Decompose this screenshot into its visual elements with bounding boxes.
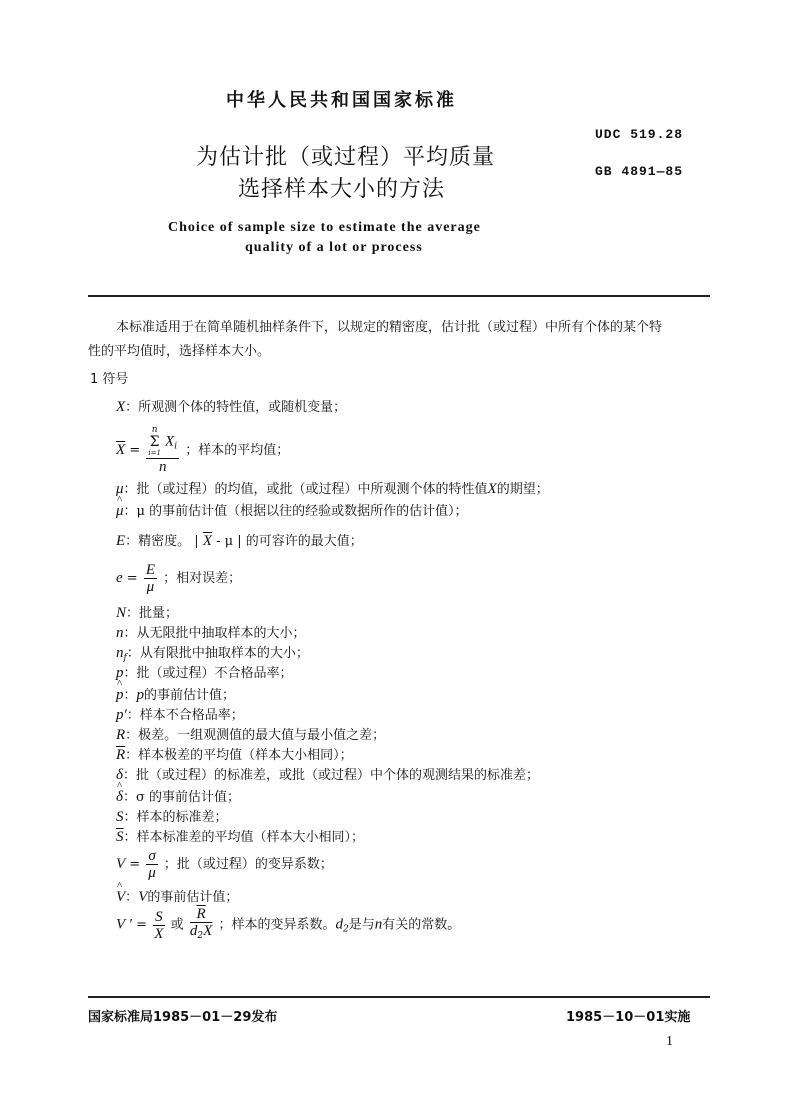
section-1-heading: 1 符号	[90, 372, 129, 387]
title-line-1: 为估计批（或过程）平均质量	[196, 145, 496, 170]
title-line-2: 选择样本大小的方法	[238, 177, 446, 202]
footer-divider	[88, 996, 710, 998]
symbol-v-hat: ^ V：V的事前估计值；	[116, 886, 238, 906]
symbol-v: V = $\frac{\sigma}{\mu}$ ；批（或过程）的变异系数；	[116, 848, 333, 881]
intro-paragraph-line-1: 本标准适用于在简单随机抽样条件下，以规定的精密度，估计批（或过程）中所有个体的某个特	[116, 320, 663, 335]
symbol-p: p：批（或过程）不合格品率；	[116, 665, 293, 681]
udc-code: UDC 519.28	[595, 127, 684, 142]
symbol-s-bar: $\overline{S}$：样本标准差的平均值（样本大小相同）；	[116, 829, 365, 845]
symbol-e-precision: E：精密度。 | $\overline{X}$ - μ | 的可容许的最大值；	[116, 533, 363, 549]
symbol-x: X：所观测个体的特性值，或随机变量；	[116, 399, 347, 415]
mean-formula: n Σ i=1 $X_i$ n	[148, 425, 178, 475]
symbol-s: S：样本的标准差；	[116, 809, 228, 825]
standard-org-header: 中华人民共和国国家标准	[226, 90, 457, 111]
english-title-line-1: Choice of sample size to estimate the average	[168, 220, 481, 235]
symbol-n-finite: $n_f$：从有限批中抽取样本的大小；	[116, 645, 309, 663]
header-divider	[88, 295, 710, 297]
issue-date: 国家标准局1985－01－29发布	[88, 1010, 278, 1025]
gb-code: GB 4891—85	[595, 164, 684, 179]
effective-date: 1985－10－01实施	[566, 1010, 691, 1025]
symbol-mu: μ：批（或过程）的均值，或批（或过程）中所观测个体的特性值X的期望；	[116, 481, 549, 497]
symbol-sigma-hat: ^ δ：σ 的事前估计值；	[116, 786, 240, 806]
symbol-n-infinite: n：从无限批中抽取样本的大小；	[116, 625, 306, 641]
symbol-n-lot: N：批量；	[116, 605, 179, 621]
symbol-p-hat: ^ p：p的事前估计值；	[116, 684, 235, 704]
symbol-v-prime: V ′ = $\frac{S}{X}$ 或 $\frac{\overline{R}}{d_2\overline{X}}$ ；样本的变异系数。$d_2$是与n有关的常数。	[116, 906, 461, 942]
symbol-sigma: δ：批（或过程）的标准差，或批（或过程）中个体的观测结果的标准差；	[116, 767, 539, 783]
symbol-r-bar: $\overline{R}$：样本极差的平均值（样本大小相同）；	[116, 747, 353, 763]
symbol-p-prime: p′：样本不合格品率；	[116, 707, 244, 723]
page-number: 1	[666, 1034, 673, 1049]
symbol-r: R：极差。一组观测值的最大值与最小值之差；	[116, 727, 386, 743]
symbol-x-bar: $\overline{X}$ = n Σ i=1 $X_i$ n ；样本的平均值；	[116, 425, 290, 475]
symbol-e-relative: e = $\frac{E}{\mu}$ ；相对误差；	[116, 562, 242, 595]
intro-paragraph-line-2: 性的平均值时，选择样本大小。	[88, 344, 271, 359]
symbol-mu-hat: ^ μ：μ 的事前估计值（根据以往的经验或数据所作的估计值）；	[116, 500, 468, 520]
english-title-line-2: quality of a lot or process	[245, 240, 423, 255]
